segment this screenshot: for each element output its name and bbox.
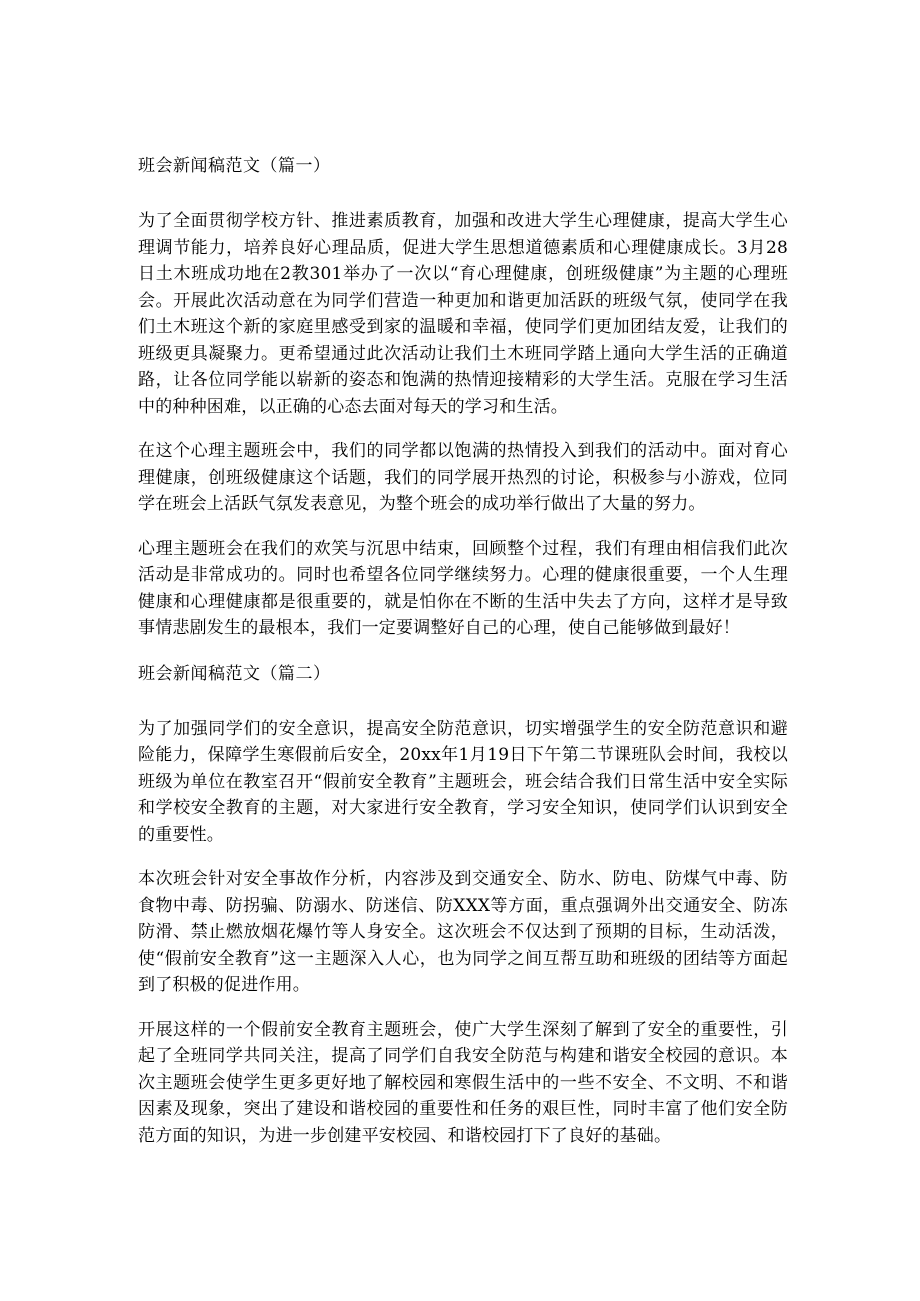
document-page — [138, 155, 788, 1167]
paragraph: 为了加强同学们的安全意识，提高安全防范意识，切实增强学生的安全防范意识和避险能力，保障学生寒假前后安全，20xx年1月19日下午第二节课班队会时间，我校以班级为单位在教室召开“假前安全教育”主题班会，班会结合我们日常生活中安全实际和学校安全教育的主题，对大家进行安全教育，学习安全知识，使同学们认识到安全的重要性。 — [138, 718, 788, 845]
section-one — [138, 155, 788, 642]
paragraph: 在这个心理主题班会中，我们的同学都以饱满的热情投入到我们的活动中。面对育心理健康，创班级健康这个话题，我们的同学展开热烈的讨论，积极参与小游戏，位同学在班会上活跃气氛发表意见，为整个班会的成功举行做出了大量的努力。 — [138, 441, 788, 514]
section-title: 班会新闻稿范文（篇二） — [138, 663, 331, 684]
paragraph: 心理主题班会在我们的欢笑与沉思中结束，回顾整个过程，我们有理由相信我们此次活动是非常成功的。同时也希望各位同学继续努力。心理的健康很重要，一个人生理健康和心理健康都是很重要的，就是怕你在不断的生活中失去了方向，这样才是导致事情悲剧发生的最根本，我们一定要调整好自己的心理，使自己能够做到最好！ — [138, 538, 788, 638]
paragraph: 本次班会针对安全事故作分析，内容涉及到交通安全、防水、防电、防煤气中毒、防食物中毒、防拐骗、防溺水、防迷信、防XXX等方面，重点强调外出交通安全、防冻防滑、禁止燃放烟花爆竹等人身安全。这次班会不仅达到了预期的目标，生动活泼，使“假前安全教育”这一主题深入人心，也为同学之间互帮互助和班级的团结等方面起到了积极的促进作用。 — [138, 869, 788, 995]
paragraph: 开展这样的一个假前安全教育主题班会，使广大学生深刻了解到了安全的重要性，引起了全班同学共同关注，提高了同学们自我安全防范与构建和谐安全校园的意识。本次主题班会使学生更多更好地了解校园和寒假生活中的一些不安全、不文明、不和谐因素及现象，突出了建设和谐校园的重要性和任务的艰巨性，同时丰富了他们安全防范方面的知识，为进一步创建平安校园、和谐校园打下了良好的基础。 — [138, 1019, 788, 1146]
section-two — [138, 663, 788, 1150]
paragraph: 为了全面贯彻学校方针、推进素质教育，加强和改进大学生心理健康，提高大学生心理调节能力，培养良好心理品质，促进大学生思想道德素质和心理健康成长。3月28日土木班成功地在2教301举办了一次以“育心理健康，创班级健康”为主题的心理班会。开展此次活动意在为同学们营造一种更加和谐更加活跃的班级气氛，使同学在我们土木班这个新的家庭里感受到家的温暖和幸福，使同学们更加团结友爱，让我们的班级更具凝聚力。更希望通过此次活动让我们土木班同学踏上通向大学生活的正确道路，让各位同学能以崭新的姿态和饱满的热情迎接精彩的大学生活。克服在学习生活中的种种困难，以正确的心态去面对每天的学习和生活。 — [138, 211, 788, 417]
section-title: 班会新闻稿范文（篇一） — [138, 156, 331, 176]
